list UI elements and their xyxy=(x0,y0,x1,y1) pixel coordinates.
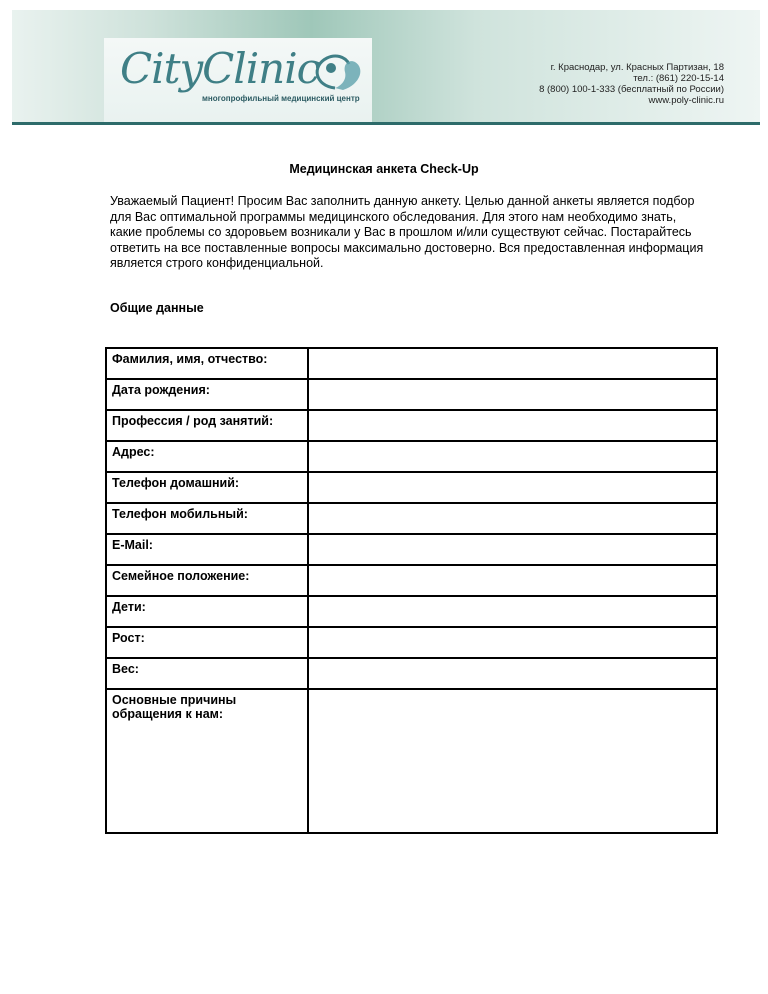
mother-child-logo-icon xyxy=(305,48,369,98)
clinic-contacts xyxy=(539,62,724,106)
children-field[interactable] xyxy=(308,596,717,627)
form-row-profession xyxy=(106,410,717,441)
full-name-field[interactable] xyxy=(308,348,717,379)
birth-date-field[interactable] xyxy=(308,379,717,410)
header-divider xyxy=(12,122,760,125)
contact-free-phone: 8 (800) 100-1-333 (бесплатный по России) xyxy=(539,84,724,95)
mobile-phone-field[interactable] xyxy=(308,503,717,534)
field-label: E-Mail: xyxy=(106,534,308,565)
section-title: Общие данные xyxy=(110,301,204,315)
clinic-tagline: многопрофильный медицинский центр xyxy=(202,94,360,103)
form-row-home-phone xyxy=(106,472,717,503)
field-label: Основные причины обращения к нам: xyxy=(106,689,308,833)
home-phone-field[interactable] xyxy=(308,472,717,503)
form-row-marital-status xyxy=(106,565,717,596)
form-row-email xyxy=(106,534,717,565)
intro-paragraph: Уважаемый Пациент! Просим Вас заполнить данную анкету. Целью данной анкеты является подбор для Вас оптимальной программы медицинского обследования. Для этого нам необходимо знать, какие проблемы со здоровьем возникали у Вас в прошлом и/или существуют сейчас. Постарайтесь ответить на все поставленные вопросы максимально достоверно. Вся предоставленная информация является строго конфиденциальной. xyxy=(110,194,704,270)
field-label: Телефон домашний: xyxy=(106,472,308,503)
form-row-birth-date xyxy=(106,379,717,410)
profession-field[interactable] xyxy=(308,410,717,441)
field-label: Телефон мобильный: xyxy=(106,503,308,534)
form-row-address xyxy=(106,441,717,472)
contact-phone: тел.: (861) 220-15-14 xyxy=(633,73,724,84)
contact-website: www.poly-clinic.ru xyxy=(648,95,724,106)
field-label: Дети: xyxy=(106,596,308,627)
form-row-children xyxy=(106,596,717,627)
form-row-mobile-phone xyxy=(106,503,717,534)
field-label: Вес: xyxy=(106,658,308,689)
field-label: Адрес: xyxy=(106,441,308,472)
address-field[interactable] xyxy=(308,441,717,472)
field-label: Рост: xyxy=(106,627,308,658)
visit-reasons-field[interactable] xyxy=(308,689,717,833)
contact-address: г. Краснодар, ул. Красных Партизан, 18 xyxy=(550,62,724,73)
field-label: Профессия / род занятий: xyxy=(106,410,308,441)
field-label: Семейное положение: xyxy=(106,565,308,596)
document-title: Медицинская анкета Check-Up xyxy=(289,162,479,176)
form-row-height xyxy=(106,627,717,658)
form-row-visit-reasons xyxy=(106,689,717,833)
weight-field[interactable] xyxy=(308,658,717,689)
email-field[interactable] xyxy=(308,534,717,565)
marital-status-field[interactable] xyxy=(308,565,717,596)
form-row-weight xyxy=(106,658,717,689)
field-label: Дата рождения: xyxy=(106,379,308,410)
height-field[interactable] xyxy=(308,627,717,658)
field-label: Фамилия, имя, отчество: xyxy=(106,348,308,379)
form-row-full-name xyxy=(106,348,717,379)
clinic-logo: CityClinic xyxy=(120,44,320,93)
patient-data-form xyxy=(105,347,718,834)
